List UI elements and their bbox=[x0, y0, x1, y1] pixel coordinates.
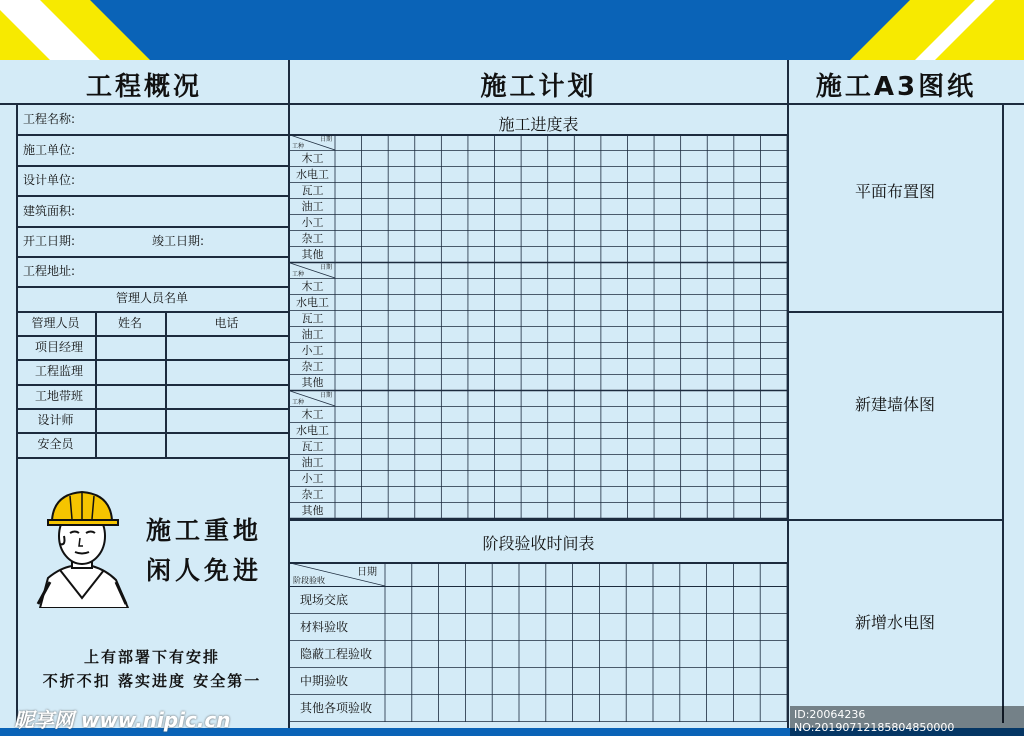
staff-col-phone: 电话 bbox=[214, 316, 239, 330]
drawing-new-walls: 新建墙体图 bbox=[854, 395, 935, 414]
field-area: 建筑面积: bbox=[23, 204, 76, 218]
top-banner bbox=[0, 0, 1024, 60]
schedule-trade-label: 瓦工 bbox=[301, 312, 324, 325]
schedule-trade-label: 水电工 bbox=[296, 168, 329, 181]
site-watermark: 昵享网 www.nipic.cn bbox=[14, 708, 231, 732]
field-completion-date: 竣工日期: bbox=[152, 234, 205, 248]
staff-role-foreman: 工地带班 bbox=[34, 389, 83, 403]
schedule-trade-label: 木工 bbox=[301, 152, 324, 165]
drawings-header: 施工A3图纸 bbox=[815, 72, 977, 102]
schedule-trade-label: 水电工 bbox=[296, 424, 329, 437]
schedule-trade-label: 其他 bbox=[301, 248, 324, 261]
schedule-corner-date: 日期 bbox=[319, 136, 332, 143]
schedule-trade-label: 油工 bbox=[301, 328, 324, 341]
acceptance-grid bbox=[290, 562, 787, 726]
schedule-title: 施工进度表 bbox=[498, 115, 579, 134]
staff-list-title: 管理人员名单 bbox=[115, 291, 188, 305]
schedule-trade-label: 小工 bbox=[301, 472, 324, 485]
slogan-line-1: 施工重地 bbox=[146, 516, 263, 545]
acceptance-corner-stage: 阶段验收 bbox=[293, 576, 325, 585]
schedule-trade-label: 杂工 bbox=[301, 360, 324, 373]
schedule-trade-label: 其他 bbox=[301, 504, 324, 517]
motto-line-1: 上有部署下有安排 bbox=[83, 648, 220, 666]
field-contractor: 施工单位: bbox=[23, 143, 76, 157]
schedule-corner-date: 日期 bbox=[319, 264, 332, 271]
schedule-corner-trade: 工种 bbox=[292, 399, 305, 406]
staff-col-role: 管理人员 bbox=[31, 316, 80, 330]
worker-helmet-icon bbox=[30, 486, 135, 608]
acceptance-stage-label: 隐蔽工程验收 bbox=[300, 647, 373, 661]
schedule-trade-label: 杂工 bbox=[301, 488, 324, 501]
staff-role-pm: 项目经理 bbox=[34, 340, 83, 354]
schedule-trade-label: 油工 bbox=[301, 200, 324, 213]
plan-header: 施工计划 bbox=[480, 72, 597, 102]
motto-line-2: 不折不扣 落实进度 安全第一 bbox=[42, 672, 262, 690]
schedule-corner-trade: 工种 bbox=[292, 143, 305, 150]
header-underline bbox=[0, 103, 1024, 105]
staff-role-supervisor: 工程监理 bbox=[34, 364, 83, 378]
schedule-trade-label: 瓦工 bbox=[301, 440, 324, 453]
schedule-trade-label: 木工 bbox=[301, 280, 324, 293]
drawings-right-border bbox=[1002, 103, 1004, 723]
schedule-trade-label: 木工 bbox=[301, 408, 324, 421]
acceptance-stage-label: 现场交底 bbox=[300, 593, 349, 607]
schedule-trade-label: 瓦工 bbox=[301, 184, 324, 197]
schedule-trade-label: 水电工 bbox=[296, 296, 329, 309]
image-id-tag: ID:20064236 NO:20190712185804850000 bbox=[790, 706, 1024, 736]
schedule-trade-label: 小工 bbox=[301, 216, 324, 229]
field-project-name: 工程名称: bbox=[23, 112, 76, 126]
field-designer: 设计单位: bbox=[23, 173, 76, 187]
schedule-grid-svg bbox=[290, 134, 787, 519]
schedule-trade-label: 小工 bbox=[301, 344, 324, 357]
schedule-trade-label: 油工 bbox=[301, 456, 324, 469]
schedule-trade-label: 其他 bbox=[301, 376, 324, 389]
staff-role-safety: 安全员 bbox=[37, 437, 74, 451]
drawing-floor-plan: 平面布置图 bbox=[854, 182, 935, 201]
schedule-corner-date: 日期 bbox=[319, 392, 332, 399]
schedule-corner-trade: 工种 bbox=[292, 271, 305, 278]
acceptance-stage-label: 材料验收 bbox=[300, 620, 349, 634]
drawing-new-utilities: 新增水电图 bbox=[854, 613, 935, 632]
slogan-line-2: 闲人免进 bbox=[146, 556, 263, 585]
staff-col-name: 姓名 bbox=[117, 316, 142, 330]
field-address: 工程地址: bbox=[23, 264, 76, 278]
field-start-date: 开工日期: bbox=[23, 234, 76, 248]
schedule-grid bbox=[290, 134, 787, 523]
acceptance-title: 阶段验收时间表 bbox=[482, 534, 595, 553]
overview-header: 工程概况 bbox=[85, 72, 202, 102]
schedule-trade-label: 杂工 bbox=[301, 232, 324, 245]
acceptance-corner-date: 日期 bbox=[357, 567, 377, 578]
acceptance-grid-svg bbox=[290, 562, 787, 722]
staff-role-designer: 设计师 bbox=[37, 413, 74, 427]
acceptance-stage-label: 其他各项验收 bbox=[300, 701, 373, 715]
acceptance-stage-label: 中期验收 bbox=[300, 674, 349, 688]
